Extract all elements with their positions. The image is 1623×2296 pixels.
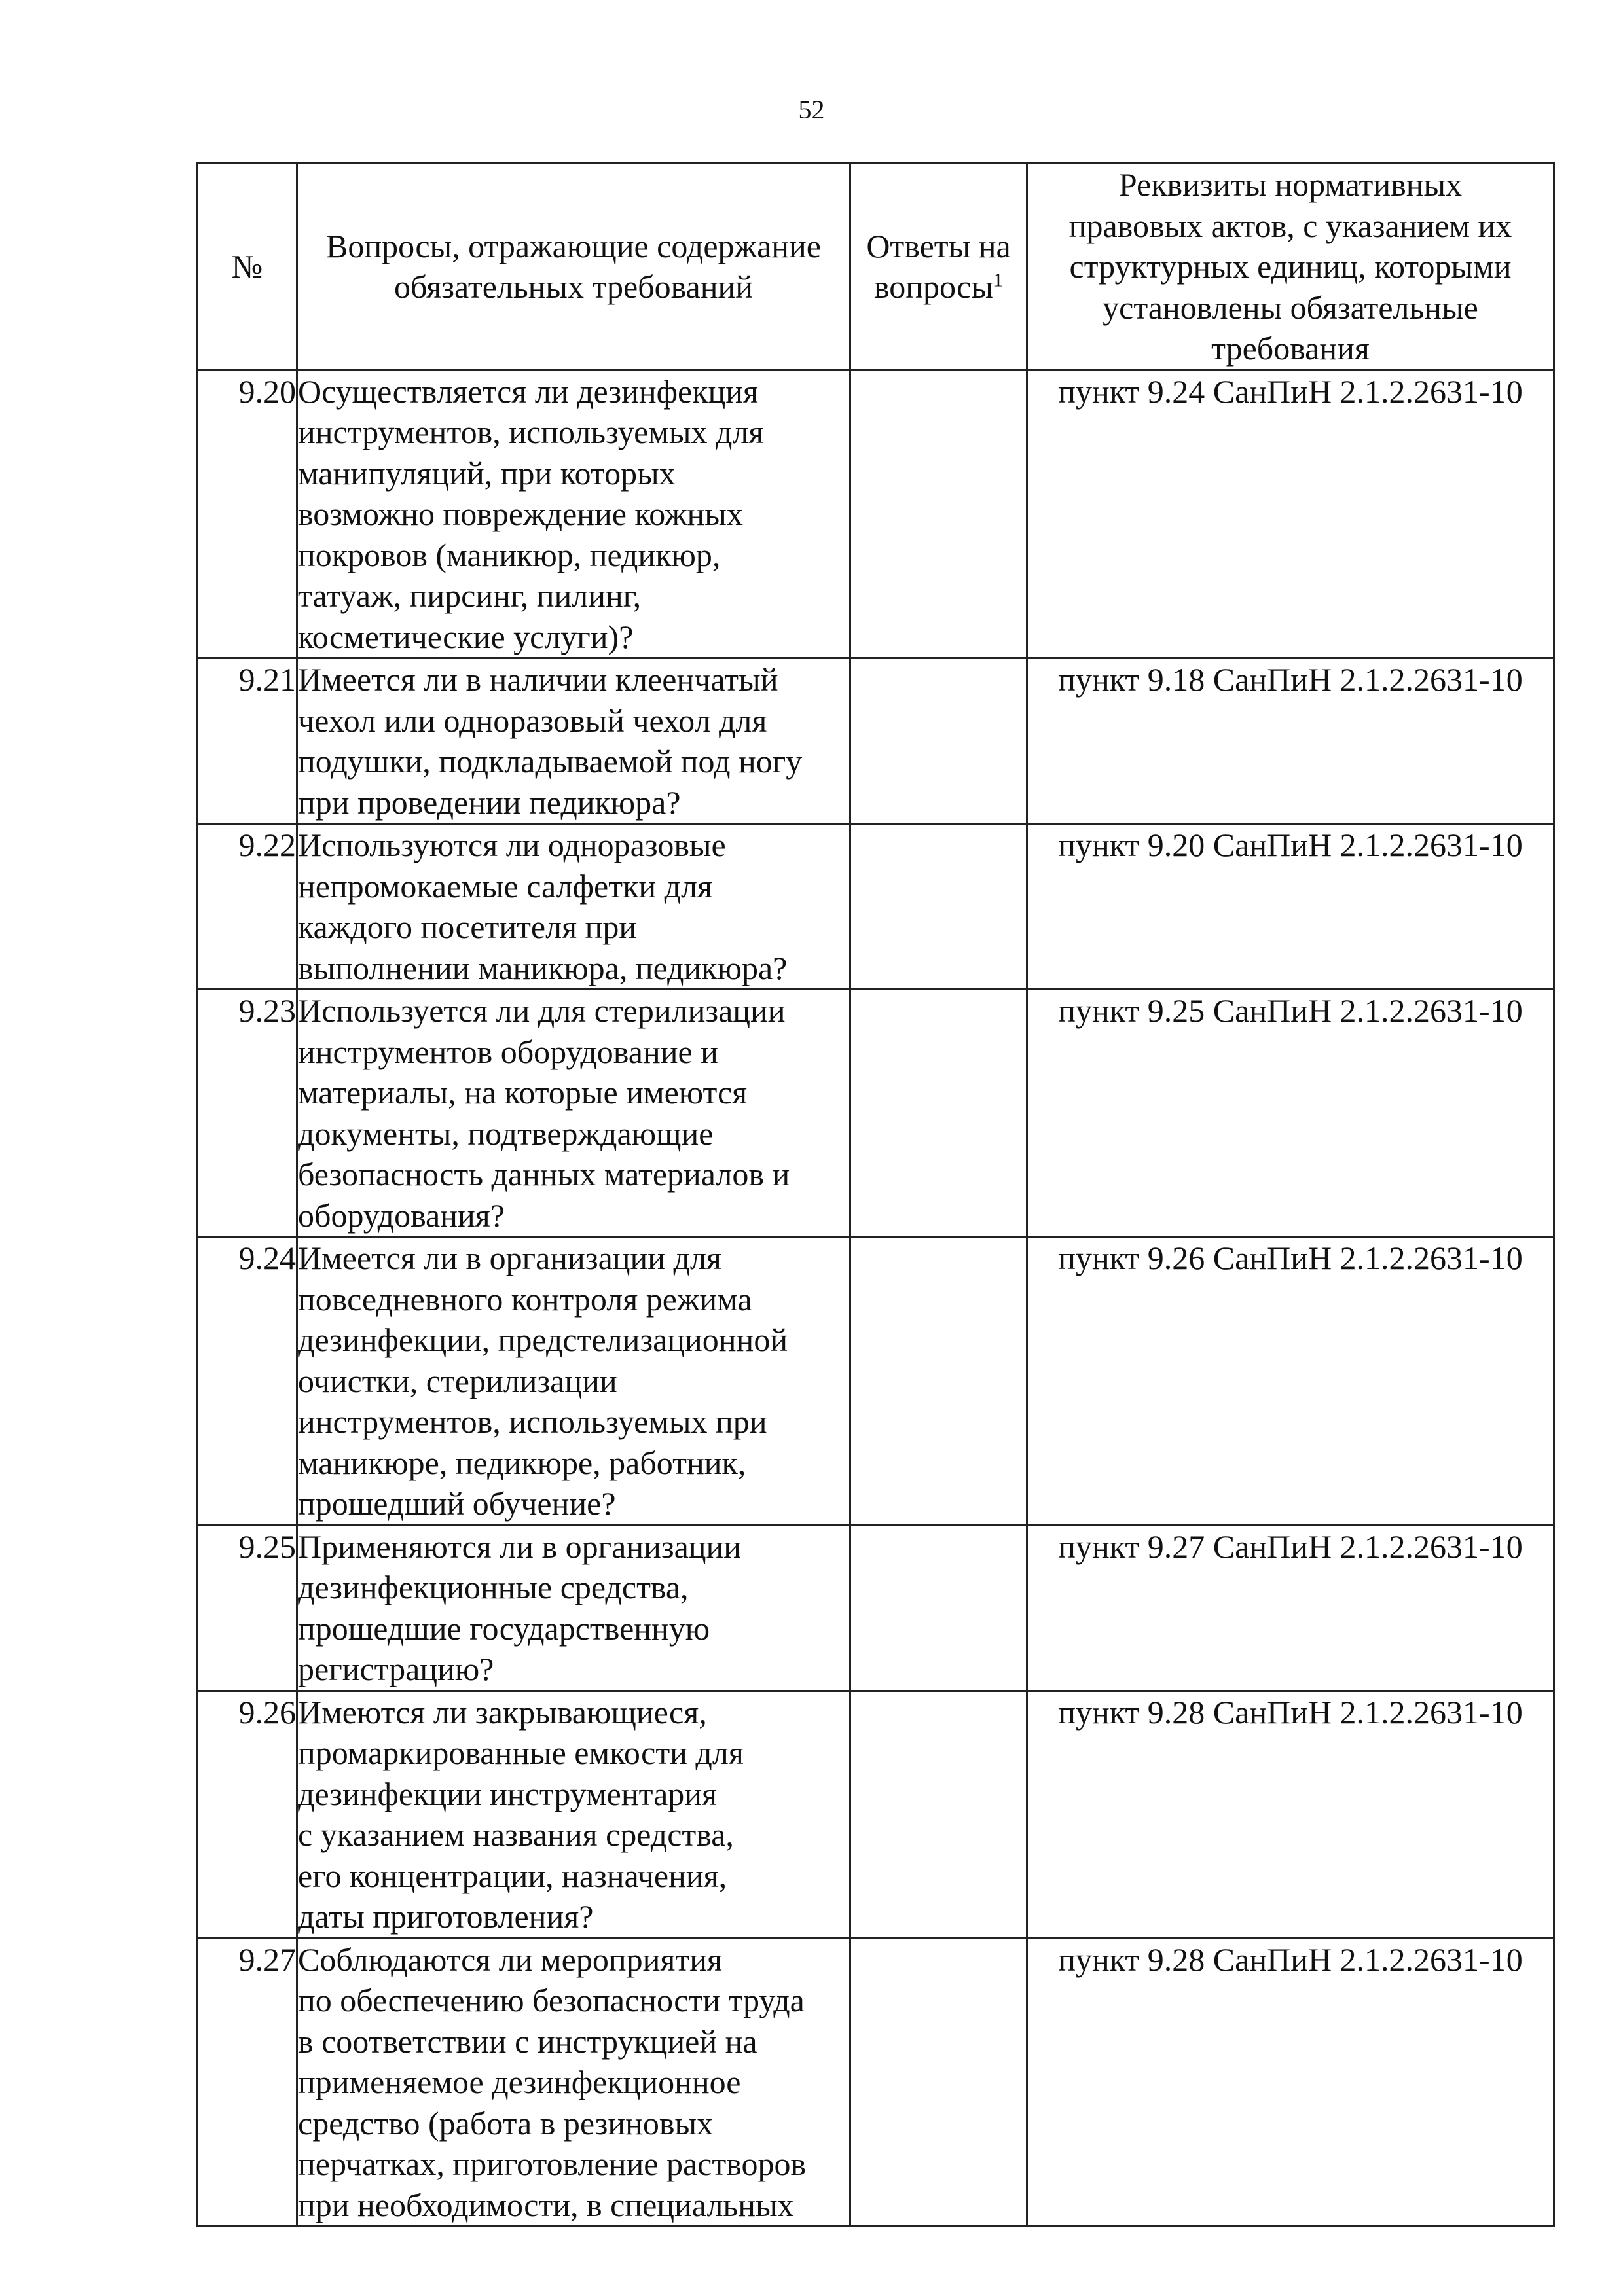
question-cell — [297, 824, 850, 990]
requisite-reference: пункт 9.25 СанПиН 2.1.2.2631-10 — [1027, 990, 1554, 1237]
answer-cell[interactable] — [850, 1237, 1027, 1526]
question-line: регистрацию? — [298, 1651, 494, 1687]
question-line: Имеются ли закрывающиеся, — [298, 1693, 707, 1731]
header-answers — [850, 164, 1027, 370]
question-line: Применяются ли в организации — [298, 1528, 742, 1565]
question-line: дезинфекционные средства, — [298, 1569, 689, 1605]
table-row — [198, 1691, 1554, 1938]
question-line: каждого посетителя при — [298, 908, 637, 945]
table-header-row — [198, 164, 1554, 370]
header-requisites-line: структурных единиц, которыми — [1069, 248, 1512, 285]
requisite-reference: пункт 9.20 СанПиН 2.1.2.2631-10 — [1027, 824, 1554, 990]
answer-cell[interactable] — [850, 370, 1027, 658]
question-line: при проведении педикюра? — [298, 783, 681, 821]
question-line: в соответствии с инструкцией на — [298, 2022, 757, 2060]
question-line: инструментов, используемых при — [298, 1403, 767, 1440]
answer-cell[interactable] — [850, 990, 1027, 1237]
requirements-checklist-table — [196, 162, 1555, 2227]
question-line: дезинфекции, предстелизационной — [298, 1321, 788, 1358]
table-row — [198, 824, 1554, 990]
question-line: прошедший обучение? — [298, 1485, 616, 1522]
question-line: Имеется ли в наличии клеенчатый — [298, 661, 778, 698]
header-answers-line: Ответы на — [866, 227, 1011, 264]
question-cell — [297, 990, 850, 1237]
question-line: косметические услуги)? — [298, 618, 634, 655]
row-number: 9.27 — [198, 1938, 297, 2227]
question-cell — [297, 370, 850, 658]
question-line: применяемое дезинфекционное — [298, 2064, 741, 2100]
requisite-reference: пункт 9.26 СанПиН 2.1.2.2631-10 — [1027, 1237, 1554, 1526]
question-line: возможно повреждение кожных — [298, 495, 743, 532]
question-line: татуаж, пирсинг, пилинг, — [298, 577, 642, 614]
requisite-reference: пункт 9.27 СанПиН 2.1.2.2631-10 — [1027, 1525, 1554, 1691]
header-number: № — [198, 164, 297, 370]
table-row — [198, 990, 1554, 1237]
question-cell — [297, 658, 850, 824]
answer-cell[interactable] — [850, 1691, 1027, 1938]
requisite-reference: пункт 9.18 СанПиН 2.1.2.2631-10 — [1027, 658, 1554, 824]
header-answers-line — [851, 266, 1026, 308]
answer-cell[interactable] — [850, 1525, 1027, 1691]
question-line: Имеется ли в организации для — [298, 1240, 721, 1276]
question-line: чехол или одноразовый чехол для — [298, 702, 767, 739]
question-line: при необходимости, в специальных — [298, 2186, 794, 2223]
question-line: Соблюдаются ли мероприятия — [298, 1941, 722, 1978]
answer-cell[interactable] — [850, 658, 1027, 824]
row-number: 9.24 — [198, 1237, 297, 1526]
header-requisites-line: требования — [1211, 330, 1370, 367]
question-cell — [297, 1691, 850, 1938]
header-questions-line: обязательных требований — [394, 268, 753, 306]
question-line: Осуществляется ли дезинфекция — [298, 372, 758, 410]
question-line: перчатках, приготовление растворов — [298, 2145, 807, 2182]
question-line: по обеспечению безопасности труда — [298, 1982, 805, 2018]
question-line: непромокаемые салфетки для — [298, 867, 713, 905]
question-line: материалы, на которые имеются — [298, 1074, 748, 1111]
row-number: 9.22 — [198, 824, 297, 990]
requisite-reference: пункт 9.24 СанПиН 2.1.2.2631-10 — [1027, 370, 1554, 658]
question-line: дезинфекции инструментария — [298, 1775, 718, 1812]
header-answers-text: вопросы — [873, 268, 994, 306]
header-requisites-line: Реквизиты нормативных — [1118, 166, 1463, 203]
header-requisites-line: правовых актов, с указанием их — [1068, 207, 1512, 244]
question-line: очистки, стерилизации — [298, 1362, 617, 1399]
row-number: 9.25 — [198, 1525, 297, 1691]
question-line: прошедшие государственную — [298, 1609, 710, 1647]
footnote-marker: 1 — [993, 269, 1004, 291]
question-line: инструментов, используемых для — [298, 414, 764, 450]
table-row — [198, 370, 1554, 658]
row-number: 9.26 — [198, 1691, 297, 1938]
header-questions — [297, 164, 850, 370]
question-line: Используются ли одноразовые — [298, 827, 726, 863]
question-line: выполнении маникюра, педикюра? — [298, 949, 788, 986]
header-questions-line: Вопросы, отражающие содержание — [325, 227, 821, 264]
question-line: маникюре, педикюре, работник, — [298, 1444, 746, 1481]
row-number: 9.23 — [198, 990, 297, 1237]
question-line: промаркированные емкости для — [298, 1734, 744, 1771]
question-line: оборудования? — [298, 1196, 505, 1234]
question-line: Используется ли для стерилизации — [298, 992, 786, 1029]
question-cell — [297, 1525, 850, 1691]
question-line: инструментов оборудование и — [298, 1033, 718, 1070]
question-line: документы, подтверждающие — [298, 1115, 714, 1152]
row-number: 9.21 — [198, 658, 297, 824]
question-line: безопасность данных материалов и — [298, 1156, 790, 1193]
requisite-reference: пункт 9.28 СанПиН 2.1.2.2631-10 — [1027, 1691, 1554, 1938]
table-row — [198, 1525, 1554, 1691]
page-number: 52 — [798, 95, 825, 124]
question-line: с указанием названия средства, — [298, 1816, 734, 1853]
question-line: покровов (маникюр, педикюр, — [298, 536, 721, 573]
question-line: его концентрации, назначения, — [298, 1857, 727, 1894]
table-row — [198, 658, 1554, 824]
question-cell — [297, 1938, 850, 2227]
question-line: подушки, подкладываемой под ногу — [298, 743, 803, 780]
question-line: средство (работа в резиновых — [298, 2104, 714, 2142]
table-row — [198, 1237, 1554, 1526]
table-row — [198, 1938, 1554, 2227]
question-line: даты приготовления? — [298, 1898, 594, 1935]
question-line: повседневного контроля режима — [298, 1280, 752, 1318]
requisite-reference: пункт 9.28 СанПиН 2.1.2.2631-10 — [1027, 1938, 1554, 2227]
row-number: 9.20 — [198, 370, 297, 658]
question-cell — [297, 1237, 850, 1526]
header-requisites-line: установлены обязательные — [1103, 289, 1478, 326]
answer-cell[interactable] — [850, 1938, 1027, 2227]
question-line: манипуляций, при которых — [298, 454, 676, 492]
answer-cell[interactable] — [850, 824, 1027, 990]
header-requisites — [1027, 164, 1554, 370]
